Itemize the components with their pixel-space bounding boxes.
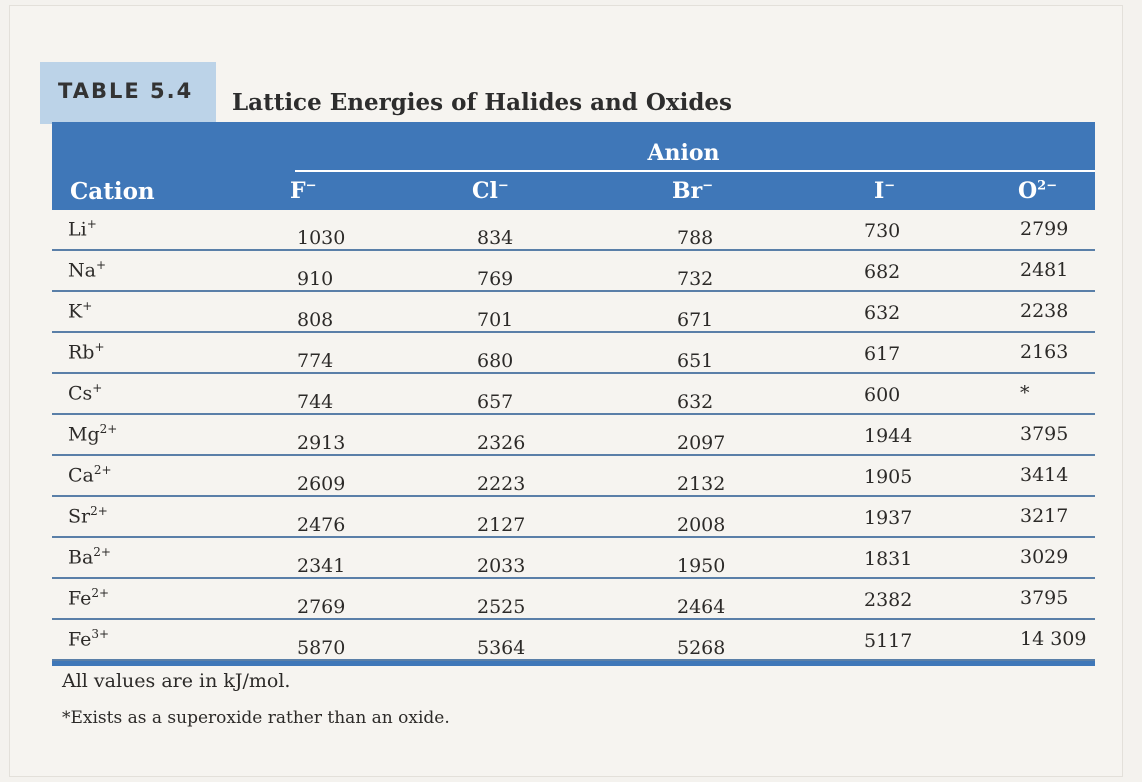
table-header: [52, 122, 1095, 210]
cation-cell: K+: [68, 299, 93, 323]
cation-cell: $Sr^{2+}$: [68, 504, 108, 528]
value-cell: 2008: [677, 514, 726, 536]
cation-cell: $Mg^{2+}$: [68, 422, 118, 446]
value-cell: 3414: [1020, 464, 1069, 486]
value-cell: 2609: [297, 473, 346, 495]
value-cell: 3795: [1020, 423, 1069, 445]
value-cell: 2033: [477, 555, 526, 577]
table-row: [52, 333, 1095, 374]
value-cell: 774: [297, 350, 334, 372]
value-cell: 657: [477, 391, 514, 413]
table-row: [52, 415, 1095, 456]
table-number-tag: [40, 62, 216, 124]
textbook-page: [10, 6, 1122, 776]
value-cell: 1950: [677, 555, 726, 577]
value-cell: 2163: [1020, 341, 1069, 363]
column-header-f: F−: [290, 178, 317, 204]
table-row: [52, 251, 1095, 292]
value-cell: 2238: [1020, 300, 1069, 322]
value-cell: 5870: [297, 637, 346, 659]
value-cell: *: [1020, 382, 1030, 404]
value-cell: 2132: [677, 473, 726, 495]
value-cell: 808: [297, 309, 334, 331]
value-cell: 2464: [677, 596, 726, 618]
units-note: All values are in kJ/mol.: [62, 670, 291, 692]
table-bottom-rule: [52, 661, 1095, 666]
value-cell: 1905: [864, 466, 913, 488]
value-cell: 1030: [297, 227, 346, 249]
value-cell: 651: [677, 350, 714, 372]
value-cell: 2223: [477, 473, 526, 495]
value-cell: 701: [477, 309, 514, 331]
cation-cell: $Fe^{3+}$: [68, 627, 110, 651]
value-cell: 834: [477, 227, 514, 249]
value-cell: 617: [864, 343, 901, 365]
column-header-o: $O^{2-}$: [1018, 178, 1058, 204]
value-cell: 14 309: [1020, 628, 1087, 650]
value-cell: 2525: [477, 596, 526, 618]
anion-group-header: Anion: [647, 140, 720, 166]
table-row: [52, 620, 1095, 661]
cation-cell: $Ca^{2+}$: [68, 463, 112, 487]
column-header-i: I−: [874, 178, 896, 204]
value-cell: 2913: [297, 432, 346, 454]
column-header-cl: Cl−: [472, 178, 509, 204]
value-cell: 5268: [677, 637, 726, 659]
column-header-br: Br−: [672, 178, 714, 204]
value-cell: 2481: [1020, 259, 1069, 281]
table-row: [52, 456, 1095, 497]
value-cell: 769: [477, 268, 514, 290]
value-cell: 3029: [1020, 546, 1069, 568]
value-cell: 3795: [1020, 587, 1069, 609]
cation-cell: Li+: [68, 217, 97, 241]
cation-cell: $Ba^{2+}$: [68, 545, 111, 569]
value-cell: 5117: [864, 630, 913, 652]
value-cell: 5364: [477, 637, 526, 659]
value-cell: 2476: [297, 514, 346, 536]
value-cell: 2382: [864, 589, 913, 611]
value-cell: 2799: [1020, 218, 1069, 240]
table-number: TABLE 5.4: [58, 79, 194, 103]
table-row: [52, 292, 1095, 333]
anion-header-rule: [295, 170, 1095, 172]
cation-cell: Na+: [68, 258, 107, 282]
table-row: [52, 497, 1095, 538]
value-cell: 3217: [1020, 505, 1069, 527]
value-cell: 910: [297, 268, 334, 290]
cation-cell: Rb+: [68, 340, 105, 364]
table-row: [52, 210, 1095, 251]
value-cell: 1937: [864, 507, 913, 529]
value-cell: 2326: [477, 432, 526, 454]
value-cell: 2341: [297, 555, 346, 577]
value-cell: 1944: [864, 425, 913, 447]
value-cell: 680: [477, 350, 514, 372]
table-row: [52, 579, 1095, 620]
value-cell: 2127: [477, 514, 526, 536]
table-body: [52, 210, 1095, 666]
value-cell: 632: [677, 391, 714, 413]
value-cell: 732: [677, 268, 714, 290]
cation-cell: $Fe^{2+}$: [68, 586, 110, 610]
cation-column-header: Cation: [70, 178, 155, 205]
table-row: [52, 538, 1095, 579]
table-notes: [62, 670, 450, 728]
value-cell: 600: [864, 384, 901, 406]
value-cell: 632: [864, 302, 901, 324]
table-title: Lattice Energies of Halides and Oxides: [232, 89, 733, 116]
table-row: [52, 374, 1095, 415]
value-cell: 671: [677, 309, 714, 331]
value-cell: 1831: [864, 548, 913, 570]
value-cell: 788: [677, 227, 714, 249]
value-cell: 744: [297, 391, 334, 413]
value-cell: 2097: [677, 432, 726, 454]
value-cell: 2769: [297, 596, 346, 618]
value-cell: 730: [864, 220, 901, 242]
footnote: *Exists as a superoxide rather than an oxide.: [62, 708, 450, 728]
cation-cell: Cs+: [68, 381, 103, 405]
value-cell: 682: [864, 261, 901, 283]
